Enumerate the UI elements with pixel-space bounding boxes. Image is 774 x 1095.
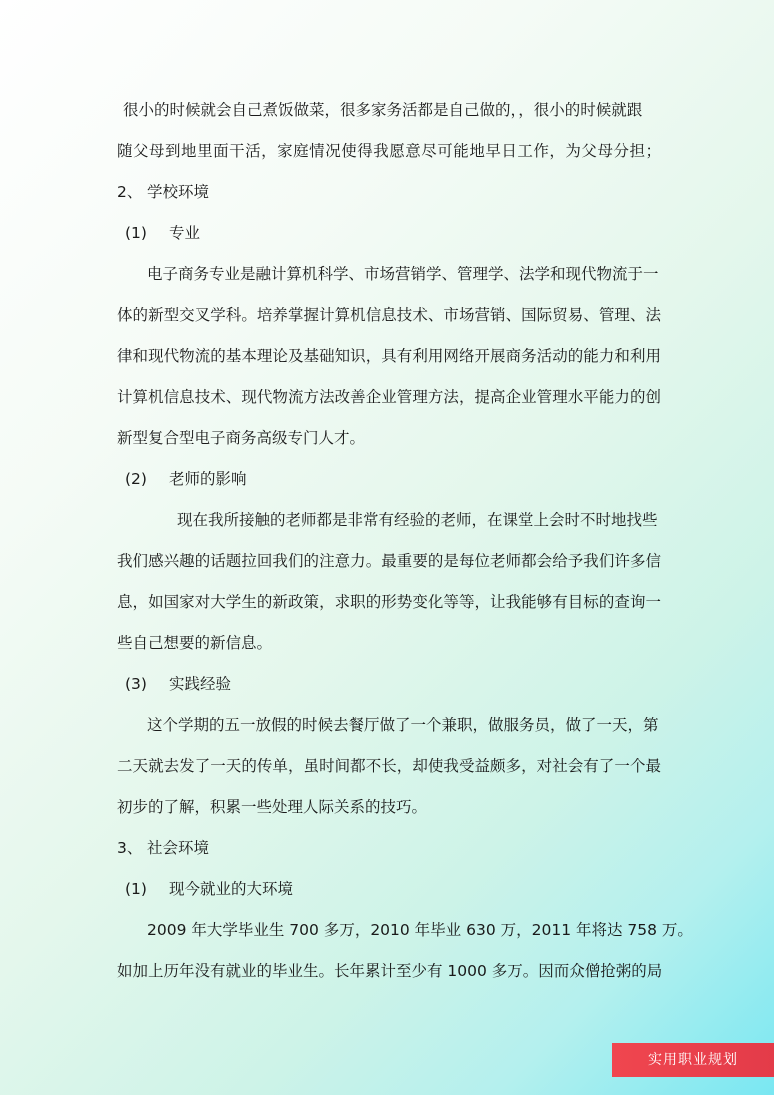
subsection-heading-practice <box>117 674 661 694</box>
paragraph-line: 这个学期的五一放假的时候去餐厅做了一个兼职，做服务员，做了一天，第 <box>147 716 659 734</box>
paragraph-line: 随父母到地里面干活，家庭情况使得我愿意尽可能地早日工作，为父母分担； <box>117 142 661 160</box>
paragraph-line: 息，如国家对大学生的新政策，求职的形势变化等等，让我能够有目标的查询一 <box>117 593 661 611</box>
paragraph-line: 我们感兴趣的话题拉回我们的注意力。最重要的是每位老师都会给予我们许多信 <box>117 552 661 570</box>
paragraph-line: 些自己想要的新信息。 <box>117 634 273 652</box>
subheading-number: (2) <box>125 470 147 488</box>
heading-number: 3、 <box>117 839 143 857</box>
paragraph-line: 现在我所接触的老师都是非常有经验的老师，在课堂上会时不时地找些 <box>177 511 658 529</box>
subsection-heading-major <box>117 223 661 243</box>
subheading-text: 老师的影响 <box>169 470 247 488</box>
heading-text: 学校环境 <box>147 183 210 201</box>
paragraph-line: 体的新型交叉学科。培养掌握计算机信息技术、市场营销、国际贸易、管理、法 <box>117 306 661 324</box>
paragraph-line: 律和现代物流的基本理论及基础知识，具有利用网络开展商务活动的能力和利用 <box>117 347 661 365</box>
subheading-number: (1) <box>125 224 147 242</box>
subheading-text: 现今就业的大环境 <box>169 880 294 898</box>
subheading-number: (1) <box>125 880 147 898</box>
document-body <box>117 100 693 1002</box>
paragraph-line: 电子商务专业是融计算机科学、市场营销学、管理学、法学和现代物流于一 <box>147 265 659 283</box>
subheading-number: (3) <box>125 675 147 693</box>
section-heading-society <box>117 838 661 858</box>
subsection-heading-employment <box>117 879 661 899</box>
paragraph-line: 很小的时候就会自己煮饭做菜，很多家务活都是自己做的，，很小的时候就跟 <box>123 101 643 119</box>
heading-number: 2、 <box>117 183 143 201</box>
section-heading-school <box>117 182 661 202</box>
paragraph-line: 2009 年大学毕业生 700 多万，2010 年毕业 630 万，2011 年将达 758 万。 <box>147 921 693 939</box>
paragraph-line: 二天就去发了一天的传单，虽时间都不长，却使我受益颇多，对社会有了一个最 <box>117 757 661 775</box>
footer-badge[interactable]: 实用职业规划 <box>612 1043 774 1077</box>
paragraph-line: 计算机信息技术、现代物流方法改善企业管理方法，提高企业管理水平能力的创 <box>117 388 661 406</box>
paragraph-line: 新型复合型电子商务高级专门人才。 <box>117 429 366 447</box>
subheading-text: 专业 <box>169 224 201 242</box>
paragraph-line: 如加上历年没有就业的毕业生。长年累计至少有 1000 多万。因而众僧抢粥的局 <box>117 962 663 980</box>
paragraph-line: 初步的了解，积累一些处理人际关系的技巧。 <box>117 798 428 816</box>
subsection-heading-teachers <box>117 469 661 489</box>
subheading-text: 实践经验 <box>169 675 232 693</box>
heading-text: 社会环境 <box>147 839 210 857</box>
